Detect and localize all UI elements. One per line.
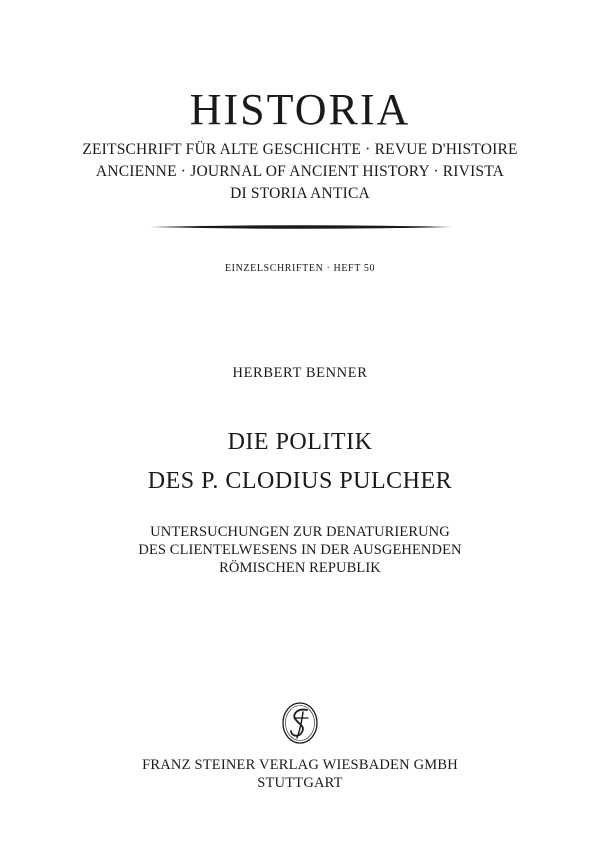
decorative-rule [150,224,452,230]
author-name: HERBERT BENNER [232,365,368,381]
journal-title: HISTORIA [189,85,411,134]
journal-subtitle-line-3: DI STORIA ANTICA [230,185,370,202]
series-label: EINZELSCHRIFTEN · HEFT 50 [224,263,376,274]
journal-subtitle-line-1: ZEITSCHRIFT FÜR ALTE GESCHICHTE · REVUE D'HISTOIRE [82,141,518,158]
book-subtitle-line-1: UNTERSUCHUNGEN ZUR DENATURIERUNG [150,524,450,540]
publisher-name: FRANZ STEINER VERLAG WIESBADEN GMBH [142,757,458,773]
publisher-city: STUTTGART [257,775,343,791]
book-subtitle-line-3: RÖMISCHEN REPUBLIK [219,560,381,576]
publisher-monogram-icon [280,700,320,746]
book-title-line-1: DIE POLITIK [227,429,373,455]
book-title-line-2: DES P. CLODIUS PULCHER [147,468,453,494]
journal-subtitle-line-2: ANCIENNE · JOURNAL OF ANCIENT HISTORY · RIVISTA [95,163,505,180]
book-subtitle-line-2: DES CLIENTELWESENS IN DER AUSGEHENDEN [138,542,462,558]
